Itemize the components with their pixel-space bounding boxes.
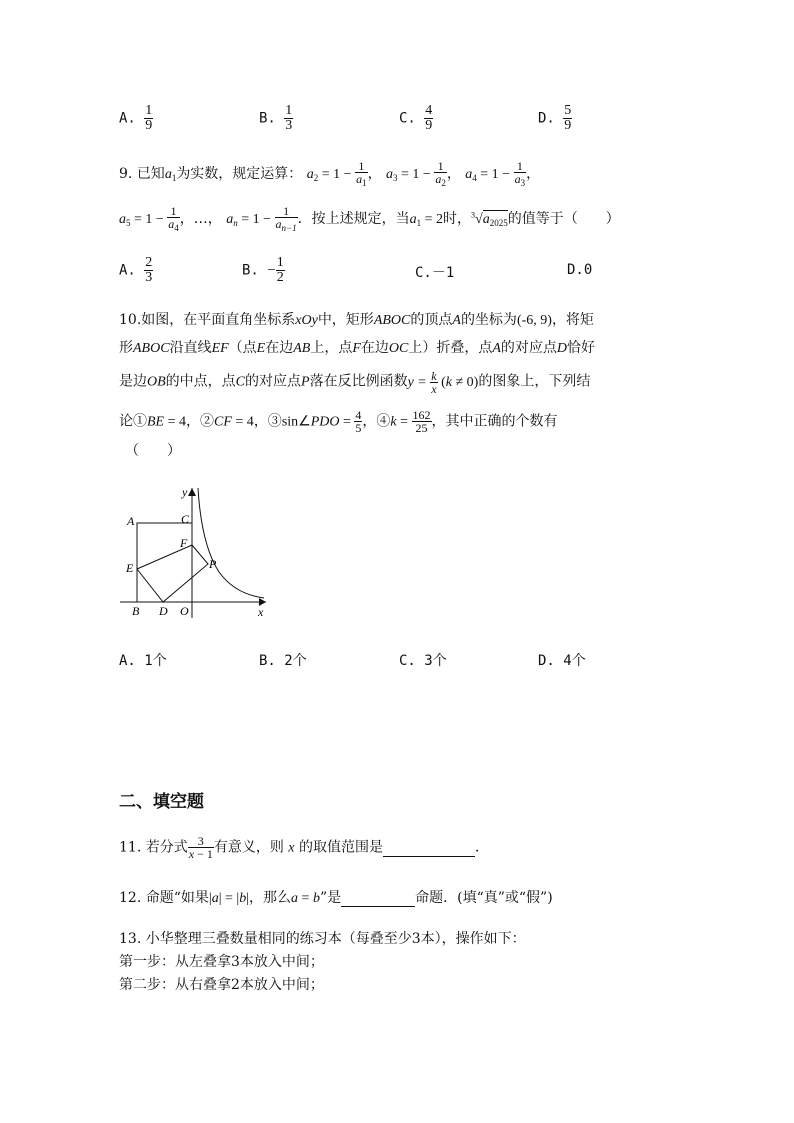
hyperbola-curve (198, 488, 264, 598)
label-x: x (258, 605, 264, 619)
rectangle-aboc (137, 523, 192, 602)
q9-line-1: 9. 已知$a_1$为实数，规定运算： $a_2 = 1$ − $\frac{1}{a_1}$ ， $a_3 = 1$ − $\frac{1}{a_2}$ ， $a_4 = 1$ − $\frac{1}{a_3}$ ， (119, 159, 541, 188)
label-d: D (159, 604, 168, 618)
q8-option-b-fraction: $\frac{1}{3}$ (285, 103, 293, 133)
label-b: B (132, 604, 140, 618)
q10-line-1: 10.如图，在平面直角坐标系xOy中，矩形ABOC的顶点A的坐标为(-6, 9)，将矩 (119, 312, 594, 328)
q9-option-c[interactable]: C.－1 (415, 265, 455, 281)
q13-step-1: 第一步：从左叠拿3本放入中间； (119, 954, 324, 970)
q10-line-4: 论①BE = 4，②CF = 4，③sin∠PDO = $\frac{4}{5}$ ，④k = $\frac{162}{25}$ ，其中正确的个数有 (119, 408, 558, 435)
fraction-3-over-x-minus-1: $\frac{3}{x - 1}$ (188, 834, 213, 861)
section-title: 二、填空题 (119, 792, 204, 812)
q13-step-2: 第二步：从右叠拿2本放入中间； (119, 977, 324, 993)
q10-option-b[interactable]: B. 2个 (259, 653, 307, 669)
q10-line-2: 形ABOC沿直线EF（点E在边AB上，点F在边OC上）折叠，点A的对应点D恰好 (119, 340, 596, 356)
label-o: O (180, 604, 189, 618)
q10-answer-bracket: （ ） (125, 443, 181, 459)
inverse-proportion-function: y = $\frac{k}{x}$ (k ≠ 0) (407, 369, 479, 396)
q9-line-2: $a_5 = 1$ − $\frac{1}{a_4}$ ，…， $a_n = 1$ − $\frac{1}{a_{n-1}}$ ．按上述规定，当$a_1 = 2$时，$^3√a_{2025}$的值等于（ ） (119, 204, 620, 233)
q8-option-a[interactable]: A. $\frac{1}{9}$ (119, 103, 153, 133)
label-e: E (126, 561, 134, 575)
question-11: 11. 若分式 $\frac{3}{x - 1}$ 有意义，则 x 的取值范围是 ． (119, 834, 489, 861)
label-p: P (209, 557, 217, 571)
q8-option-d-fraction: $\frac{5}{9}$ (564, 103, 572, 133)
q10-option-c[interactable]: C. 3个 (399, 653, 447, 669)
q11-answer-blank[interactable] (383, 840, 475, 857)
q8-option-d[interactable]: D. $\frac{5}{9}$ (538, 103, 572, 133)
q9-number: 9. (119, 166, 133, 182)
q8-option-a-fraction: $\frac{1}{9}$ (145, 103, 153, 133)
label-a: A (127, 514, 135, 528)
q10-option-d[interactable]: D. 4个 (538, 653, 586, 669)
label-f: F (180, 536, 188, 550)
question-13: 13. 小华整理三叠数量相同的练习本（每叠至少3本），操作如下： (119, 931, 526, 947)
q8-option-b[interactable]: B. $\frac{1}{3}$ (259, 103, 293, 133)
y-axis-arrow-icon (188, 488, 196, 496)
q9-option-d[interactable]: D.0 (567, 262, 593, 278)
question-12: 12. 命题“如果|a| = |b|，那么a = b”是 命题．(填“真”或“假”) (119, 890, 553, 906)
cube-root-expression: $^3√a_{2025}$ (471, 210, 508, 228)
label-c: C (181, 512, 190, 526)
q10-figure (114, 482, 274, 622)
q9-option-a[interactable]: A. $\frac{2}{3}$ (119, 255, 153, 285)
q10-line-3: 是边OB的中点，点C的对应点P落在反比例函数y = $\frac{k}{x}$ (k ≠ 0)的图象上，下列结 (119, 369, 591, 396)
q9-option-b[interactable]: B. − $\frac{1}{2}$ (242, 255, 284, 285)
q8-option-c-fraction: $\frac{4}{9}$ (425, 103, 433, 133)
q8-option-c[interactable]: C. $\frac{4}{9}$ (399, 103, 433, 133)
label-y: y (182, 485, 188, 499)
point-a-coordinates: (-6, 9) (516, 313, 552, 328)
q12-answer-blank[interactable] (341, 890, 415, 907)
q10-option-a[interactable]: A. 1个 (119, 653, 167, 669)
folded-quadrilateral (137, 545, 208, 602)
